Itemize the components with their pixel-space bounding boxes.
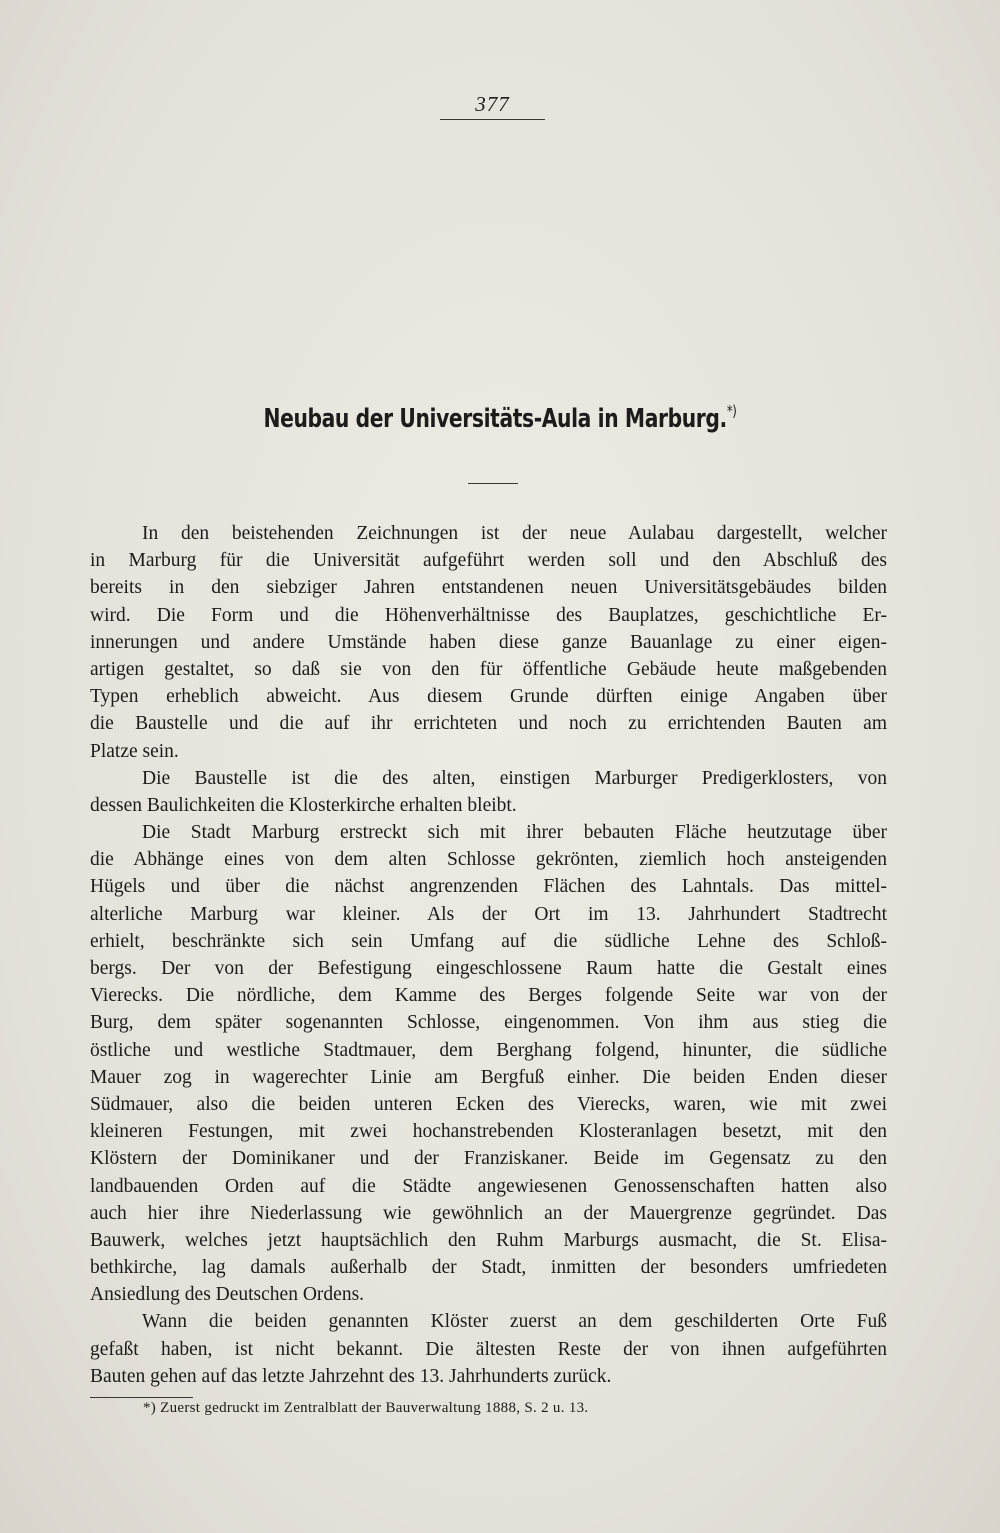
article-title-text: Neubau der Universitäts-Aula in Marburg. [263, 404, 727, 434]
body-line: dessen Baulichkeiten die Klosterkirche erhalten bleibt. [90, 794, 517, 816]
body-line: Typen erheblich abweicht. Aus diesem Grunde dürften einige Angaben über [90, 686, 887, 708]
body-line: landbauenden Orden auf die Städte angewiesenen Genossenschaften hatten also [90, 1175, 887, 1197]
body-line: In den beistehenden Zeichnungen ist der neue Aulabau dargestellt, welcher [142, 523, 887, 544]
footnote: *) Zuerst gedruckt im Zentralblatt der Bauverwaltung 1888, S. 2 u. 13. [143, 1400, 589, 1416]
article-title [110, 404, 890, 434]
body-line: östliche und westliche Stadtmauer, dem Berghang folgend, hinunter, die südliche [90, 1039, 887, 1061]
body-line: auch hier ihre Niederlassung wie gewöhnlich an der Mauergrenze gegründet. Das [90, 1202, 887, 1224]
body-line: Die Baustelle ist die des alten, einstigen Marburger Predigerklosters, von [142, 767, 887, 789]
page-number: 377 [475, 92, 510, 116]
body-line: Vierecks. Die nördliche, dem Kamme des Berges folgende Seite war von der [90, 985, 887, 1007]
body-line: bergs. Der von der Befestigung eingeschlossene Raum hatte die Gestalt eines [90, 958, 887, 979]
body-line: Bauwerk, welches jetzt hauptsächlich den Ruhm Marburgs ausmacht, die St. Elisa- [90, 1229, 887, 1251]
page-number-rule [440, 119, 545, 120]
body-line: Burg, dem später sogenannten Schlosse, eingenommen. Von ihm aus stieg die [90, 1012, 887, 1034]
body-line: Hügels und über die nächst angrenzenden Flächen des Lahntals. Das mittel- [90, 876, 887, 898]
body-line: alterliche Marburg war kleiner. Als der Ort im 13. Jahrhundert Stadtrecht [90, 903, 887, 925]
body-line: Die Stadt Marburg erstreckt sich mit ihrer bebauten Fläche heutzutage über [142, 822, 887, 844]
body-line: Klöstern der Dominikaner und der Franziskaner. Beide im Gegensatz zu den [90, 1148, 887, 1170]
body-text [90, 520, 887, 1390]
body-line: wird. Die Form und die Höhenverhältnisse des Bauplatzes, geschichtliche Er- [90, 604, 887, 626]
body-line: erhielt, beschränkte sich sein Umfang auf die südliche Lehne des Schloß- [90, 930, 887, 952]
body-line: kleineren Festungen, mit zwei hochanstrebenden Klosteranlagen besetzt, mit den [90, 1121, 887, 1143]
body-line: Bauten gehen auf das letzte Jahrzehnt des 13. Jahrhunderts zurück. [90, 1365, 612, 1387]
body-line: gefaßt haben, ist nicht bekannt. Die ältesten Reste der von ihnen aufgeführten [90, 1338, 887, 1360]
body-line: artigen gestaltet, so daß sie von den für öffentliche Gebäude heute maßgebenden [90, 658, 887, 680]
body-line: in Marburg für die Universität aufgeführt werden soll und den Abschluß des [90, 550, 887, 572]
body-line: bereits in den siebziger Jahren entstandenen neuen Universitätsgebäudes bilden [90, 577, 887, 599]
body-line: Wann die beiden genannten Klöster zuerst an dem geschilderten Orte Fuß [142, 1311, 887, 1333]
body-line: Mauer zog in wagerechter Linie am Bergfuß einher. Die beiden Enden dieser [90, 1066, 887, 1088]
body-line: innerungen und andere Umstände haben diese ganze Bauanlage zu einer eigen- [90, 631, 887, 653]
body-line: Ansiedlung des Deutschen Ordens. [90, 1284, 365, 1306]
body-line: bethkirche, lag damals außerhalb der Stadt, inmitten der besonders umfriedeten [90, 1257, 887, 1279]
body-line: Platze sein. [90, 740, 179, 762]
footnote-rule [90, 1397, 193, 1398]
body-line: Südmauer, also die beiden unteren Ecken des Vierecks, waren, wie mit zwei [90, 1093, 887, 1115]
title-rule [468, 483, 518, 484]
body-line: die Abhänge eines von dem alten Schlosse gekrönten, ziemlich hoch ansteigenden [90, 849, 887, 871]
title-footnote-mark: *) [726, 402, 737, 420]
body-line: die Baustelle und die auf ihr errichteten und noch zu errichtenden Bauten am [90, 713, 887, 735]
